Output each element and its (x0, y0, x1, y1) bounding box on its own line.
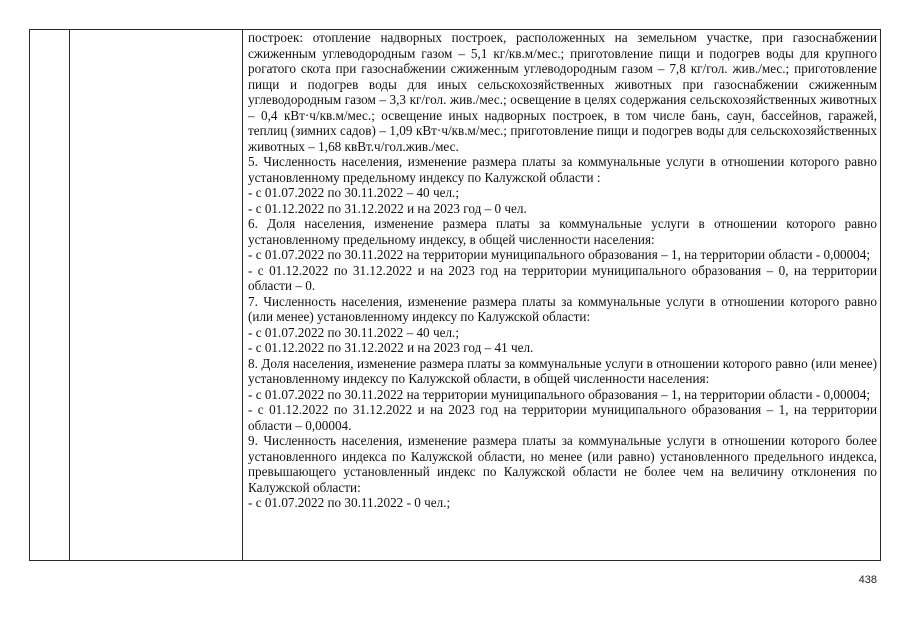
paragraph-continuation: построек: отопление надворных построек, расположенных на земельном участке, при газоснабжении сжиженным углеводородным газом – 5,1 кг/кв.м/мес.; приготовление пищи и подогрев воды для крупного рогатого скота при газоснабжении сжиженным углеводородным газом – 7,8 кг/гол. жив./мес.; приготовление пищи и подогрев воды для иных сельскохозяйственных животных при газоснабжении сжиженным углеводородным газом – 3,3 кг/гол. жив./мес.; освещение в целях содержания сельскохозяйственных животных – 0,4 кВт·ч/кв.м/мес.; освещение иных надворных построек, в том числе бань, саун, бассейнов, гаражей, теплиц (зимних садов) – 1,09 кВт·ч/кв.м/мес.; приготовление пищи и подогрев воды для сельскохозяйственных животных – 1,68 квВт.ч/гол.жив./мес. (248, 30, 877, 154)
paragraph-item-9: 9. Численность населения, изменение размера платы за коммунальные услуги в отношении которого более установленного индекса по Калужской области, но менее (или равно) установленного предельного индекса, превышающего установленный индекс по Калужской области не более чем на величину отклонения по Калужской области: (248, 433, 877, 495)
column-divider (242, 30, 243, 560)
table-frame (29, 29, 881, 561)
paragraph-line: - с 01.07.2022 по 30.11.2022 – 40 чел.; (248, 185, 459, 200)
paragraph-line: - с 01.12.2022 по 31.12.2022 и на 2023 год на территории муниципального образования – 1, на территории области – 0,00004. (248, 402, 877, 433)
paragraph-line: - с 01.07.2022 по 30.11.2022 - 0 чел.; (248, 495, 451, 510)
paragraph-item-6: 6. Доля населения, изменение размера платы за коммунальные услуги в отношении которого равно установленному предельному индексу, в общей численности населения: (248, 216, 877, 247)
column-divider (69, 30, 70, 560)
paragraph-line: - с 01.12.2022 по 31.12.2022 и на 2023 год – 0 чел. (248, 200, 527, 216)
paragraph-line: - с 01.07.2022 по 30.11.2022 – 40 чел.; (248, 324, 459, 340)
paragraph-line: - с 01.07.2022 по 30.11.2022 на территории муниципального образования – 1, на территории области - 0,00004; (248, 386, 871, 402)
paragraph-line: - с 01.12.2022 по 31.12.2022 и на 2023 год на территории муниципального образования – 0, на территории области – 0. (248, 262, 877, 293)
paragraph-line: - с 01.07.2022 по 30.11.2022 на территории муниципального образования – 1, на территории области - 0,00004; (248, 247, 871, 262)
paragraph-item-5: 5. Численность населения, изменение размера платы за коммунальные услуги в отношении которого равно установленному предельному индексу по Калужской области : (248, 154, 877, 185)
paragraph-item-7: 7. Численность населения, изменение размера платы за коммунальные услуги в отношении которого равно (или менее) установленному индексу по Калужской области: (248, 293, 877, 324)
page-number: 438 (858, 574, 877, 586)
paragraph-line: - с 01.12.2022 по 31.12.2022 и на 2023 год – 41 чел. (248, 340, 534, 355)
table-cell-text (248, 30, 877, 511)
paragraph-item-8: 8. Доля населения, изменение размера платы за коммунальные услуги в отношении которого равно (или менее) установленному индексу по Калужской области, в общей численности населения: (248, 355, 877, 386)
